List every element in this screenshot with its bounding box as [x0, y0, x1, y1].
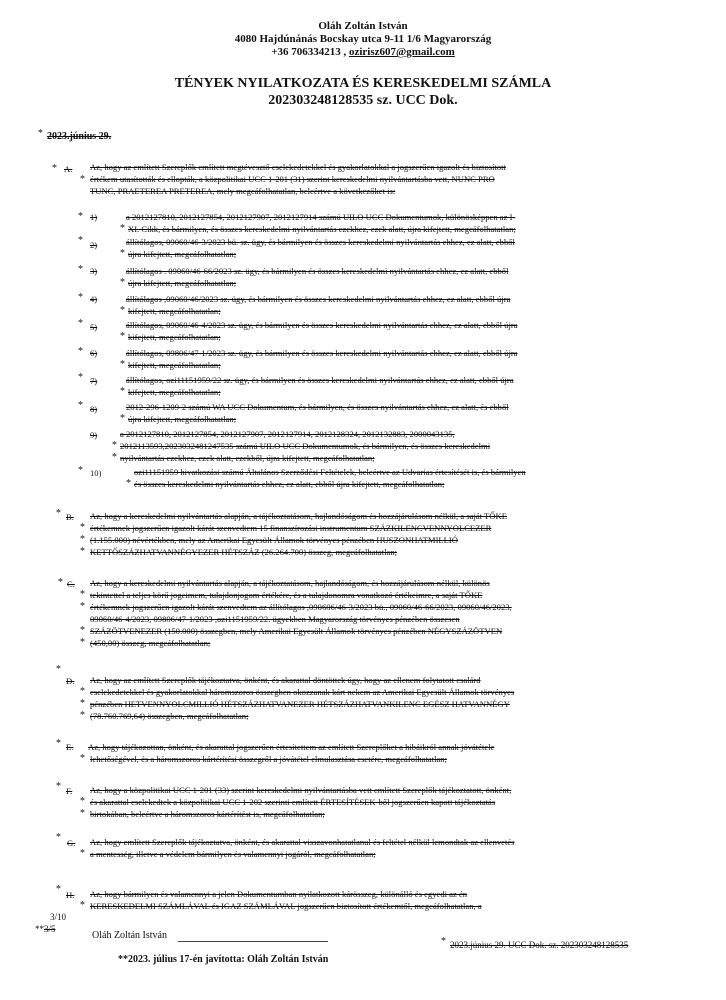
- annotation-star: *: [78, 465, 83, 476]
- item-line: újra kifejtett, megcáfolhatatlan;: [128, 278, 237, 288]
- annotation-star: *: [78, 264, 83, 275]
- section-h-line: KERESKEDELMI SZÁMLÁVAL és IGAZ SZÁMLÁVAL jogszerűen biztosított értékemtől, megcáfolhatatlan, a: [90, 901, 482, 911]
- annotation-star: *: [80, 534, 85, 545]
- page-number-old-value: 3/5: [44, 924, 56, 934]
- item-line: állítólagos, 09060/46-3/2023 bü. sz. ügy, és bármilyen és összes kereskedelmi nyilvántartás ehhez, ez alatt, ebből: [126, 237, 515, 247]
- annotation-star: *: [38, 128, 43, 139]
- annotation-star: *: [56, 781, 61, 792]
- item-label: 2): [90, 240, 98, 250]
- section-d-line: Az, hogy az említett Szereplők tájékoztatva, önként, és akarattal döntöttek úgy, hogy az ellenem folytatott csalárd: [90, 675, 481, 685]
- item-line: a 2012127810, 2012127854, 2012127907, 2012127914, 2012128324, 2012132883, 2000043135,: [120, 429, 455, 439]
- footer-document-reference: 2023.június 29. UCC Dok. sz. 202303248128535: [450, 940, 629, 950]
- item-line: XI. Cikk, és bármilyen, és összes kereskedelmi nyilvántartás ezekhez, ezek alatt, újra kifejtett, megcáfolhatatlan;: [128, 224, 516, 234]
- section-a-line: értékem utasították és ellopták, a közpolitikai UCC 1-201 (31) szerint kereskedelmi nyilvántartásba vett, NUNC PRO: [90, 174, 495, 184]
- annotation-star: *: [58, 577, 63, 588]
- item-label: 1): [90, 212, 98, 222]
- annotation-star: *: [78, 318, 83, 329]
- page-number: 3/10: [50, 912, 67, 922]
- annotation-star: *: [80, 174, 85, 185]
- author-name: Oláh Zoltán István: [318, 20, 408, 32]
- item-label: 6): [90, 348, 98, 358]
- item-line: állítólagos ,09060/46/2023 sz. ügy, és bármilyen és összes kereskedelmi nyilvántartás ehhez, ez alatt, ebből újra: [126, 294, 511, 304]
- item-line: állítólagos, ozi11151959/22 sz. ügy, és bármilyen és összes kereskedelmi nyilvántartás ehhez, ez alatt, ebből újra: [126, 375, 514, 385]
- document-date: 2023.június 29.: [47, 131, 112, 142]
- section-c-line: (450,00) összeg, megcáfolhatatlan;: [90, 638, 211, 648]
- section-h-line: Az, hogy bármilyen és valamennyi a jelen Dokumentumban nyilatkozott kárösszeg, különálló és egyedi az én: [90, 889, 468, 899]
- section-b-label: B.: [66, 512, 74, 522]
- annotation-star: *: [80, 625, 85, 636]
- annotation-star: *: [120, 331, 125, 342]
- annotation-star: *: [120, 248, 125, 259]
- section-h-label: H.: [66, 890, 75, 900]
- annotation-star: *: [80, 686, 85, 697]
- annotation-star: *: [56, 738, 61, 749]
- section-d-line: (78.760.769,64) összegben, megcáfolhatatlan;: [90, 711, 249, 721]
- item-line: a 2012127810, 2012127854, 2012127907, 2012127914 számú UILO UCC Dokumentumok, különösképpen az I-: [126, 212, 516, 222]
- author-phone: +36 706334213 ,: [271, 46, 347, 58]
- section-c-line: értékemnek jogszerűen igazolt kárát szenvedtem az állítólagos ,090606/46-3/2023 bü., 09060/46-66/2023, 09060/46/2023,: [90, 602, 512, 612]
- page-number-old: [35, 924, 56, 934]
- page-number-old-prefix: **: [35, 924, 44, 934]
- annotation-star: *: [56, 508, 61, 519]
- section-e-line: Az, hogy tájékozottan, önként, és akarattal jogszerűen értesítettem az említett Szereplőket a hibáikról annak jóvátétele: [88, 742, 495, 752]
- section-c-line: Az, hogy a kereskedelmi nyilvántartás alapján, a tájékoztatásom, hajlandóságom, és hozzájárulásom nélkül, különös: [90, 578, 490, 588]
- annotation-star: *: [441, 936, 446, 947]
- item-line: 2012113593,2023032481247535 számú UILO UCC Dokumentumok, és bármilyen, és összes kereskedelmi: [120, 441, 491, 451]
- annotation-star: *: [80, 601, 85, 612]
- item-label: 7): [90, 376, 98, 386]
- item-line: kifejtett, megcáfolhatatlan;: [128, 387, 221, 397]
- section-f-label: F.: [66, 786, 73, 796]
- section-c-label: C.: [67, 579, 75, 589]
- item-line: 2012-296-1209-2 számú WA UCC Dokumentum, és bármilyen, és összes nyilvántartás ehhez, ez alatt, és ebből: [126, 402, 509, 412]
- annotation-star: *: [78, 346, 83, 357]
- item-line: kifejtett, megcáfolhatatlan;: [128, 306, 221, 316]
- item-line: kifejtett, megcáfolhatatlan;: [128, 332, 221, 342]
- section-g-line: Az, hogy említett Szereplők tájékoztatva, önként, és akarattal visszavonhatatlanul és feltétel nélkül lemondtak az ellenvetés: [90, 837, 515, 847]
- annotation-star: *: [120, 359, 125, 370]
- annotation-star: *: [80, 546, 85, 557]
- item-line: és összes kereskedelmi nyilvántartás ehhez, ez alatt, ebből újra kifejtett, megcáfolhatatlan;: [134, 479, 445, 489]
- section-a-line: TUNC, PRAETEREA PRETEREA, mely megcáfolhatatlan, beleértve a következőket is:: [90, 186, 396, 196]
- section-b-line: (1.155.000) névértékben, mely az Amerikai Egyesült Államok törvényes pénzében HUSZONHATMILLIÓ: [90, 535, 458, 545]
- author-email: ozirisz607@gmail.com: [348, 46, 455, 58]
- section-f-line: és akarattal cselekedtek a közpolitikai UCC 1-202 szerinti említett ÉRTESÍTÉSEK-ből jogszerűen kapott tájékoztatás: [90, 797, 496, 807]
- annotation-star: *: [56, 832, 61, 843]
- item-label: 4): [90, 294, 98, 304]
- annotation-star: *: [78, 211, 83, 222]
- author-address: 4080 Hajdúnánás Bocskay utca 9-11 1/6 Magyarország: [234, 33, 492, 45]
- section-d-line: pénzében HETVENNYOLCMILLIÓ HÉTSZÁZHATVANEZER HÉTSZÁZHATVANKILENC EGÉSZ HATVANNÉGY: [90, 699, 510, 709]
- annotation-star: *: [52, 163, 57, 174]
- section-d-label: D.: [66, 676, 75, 686]
- item-label: 9): [90, 430, 98, 440]
- annotation-star: *: [80, 848, 85, 859]
- item-line: kifejtett, megcáfolhatatlan;: [128, 360, 221, 370]
- item-label: 10): [90, 468, 102, 478]
- section-a-label: A.: [64, 164, 73, 174]
- annotation-star: *: [120, 386, 125, 397]
- item-label: 8): [90, 404, 98, 414]
- section-c-line: SZÁZÖTVENEZER (150.000) összegben, mely Amerikai Egyesült Államok törvényes pénzében NÉGYSZÁZÖTVEN: [90, 626, 503, 636]
- section-e-label: E.: [66, 742, 74, 752]
- annotation-star: *: [120, 305, 125, 316]
- section-f-line: Az, hogy a közpolitikai UCC 1-201 (33) szerint kereskedelmi nyilvántartásba vett említett Szereplők tájékoztatott, önként,: [90, 785, 512, 795]
- annotation-star: *: [80, 753, 85, 764]
- item-line: ozi11151959 hivatkozási számú Általános Szerződési Feltételek, beleértve az Udvarias értesítését is, és bármilyen: [134, 467, 526, 477]
- section-d-line: cselekedetekkel és gyakorlatokkal háromszoros összegben okozzanak kárt nekem az Amerikai Egyesült Államok törvényes: [90, 687, 515, 697]
- annotation-star: *: [80, 808, 85, 819]
- annotation-star: *: [80, 589, 85, 600]
- section-g-line: a mentesség, illetve a védelem bármilyen és valamennyi jogáról, megcáfolhatatlan;: [90, 849, 376, 859]
- annotation-star: *: [120, 223, 125, 234]
- annotation-star: *: [56, 664, 61, 675]
- item-line: állítólagos . 09060/46-66/2023 sz. ügy, és bármilyen és összes kereskedelmi nyilvántartás ehhez, ez alatt, ebből: [126, 266, 509, 276]
- annotation-star: *: [112, 452, 117, 463]
- document-subtitle: 202303248128535 sz. UCC Dok.: [268, 93, 458, 108]
- annotation-star: *: [78, 235, 83, 246]
- annotation-star: *: [80, 637, 85, 648]
- item-line: újra kifejtett, megcáfolhatatlan;: [128, 414, 237, 424]
- item-line: újra kifejtett, megcáfolhatatlan;: [128, 249, 237, 259]
- section-e-line: lehetőségével, és a háromszoros kártérítési összegről a jóvátétel elmulasztása esetére, megcáfolhatatlan;: [90, 754, 447, 764]
- annotation-star: *: [80, 698, 85, 709]
- item-line: állítólagos, 09060/46-4/2023 sz. ügy, és bármilyen és összes kereskedelmi nyilvántartás ehhez, ez alatt, ebből újra: [126, 320, 518, 330]
- annotation-star: *: [80, 900, 85, 911]
- section-b-line: KETTŐSZÁZHATVANNÉGYEZER HÉTSZÁZ (26.264.700) összeg, megcáfolhatatlan;: [90, 547, 398, 557]
- annotation-star: *: [56, 884, 61, 895]
- annotation-star: *: [112, 440, 117, 451]
- annotation-star: *: [80, 796, 85, 807]
- annotation-star: *: [80, 710, 85, 721]
- section-g-label: G.: [67, 838, 76, 848]
- annotation-star: *: [120, 413, 125, 424]
- document-title: TÉNYEK NYILATKOZATA ÉS KERESKEDELMI SZÁMLA: [174, 76, 552, 91]
- annotation-star: *: [120, 277, 125, 288]
- section-b-line: Az, hogy a kereskedelmi nyilvántartás alapján, a tájékoztatásom, hajlandóságom és hozzájárulásom nélkül, a saját TŐKE: [90, 511, 507, 521]
- item-line: nyilvántartás ezekhez, ezek alatt, ezekből, újra kifejtett, megcáfolhatatlan;: [120, 453, 375, 463]
- signature-line: [178, 941, 328, 942]
- annotation-star: *: [126, 478, 131, 489]
- section-b-line: értékemnek jogszerűen igazolt kárát szenvedtem 15 finanszírozási instrumentum SZÁZKILENCVENNYOLCEZER: [90, 523, 492, 533]
- annotation-star: *: [78, 400, 83, 411]
- annotation-star: *: [80, 522, 85, 533]
- item-label: 3): [90, 266, 98, 276]
- section-f-line: birtokában, beleértve a háromszoros kártérítést is, megcáfolhatatlan;: [90, 809, 325, 819]
- section-c-line: tekintettel a teljes körű jogeimem, tulajdonjogom értékére, és a tulajdonomra vonatkozó értékeimre, a saját TŐKE: [90, 590, 483, 600]
- annotation-star: *: [78, 292, 83, 303]
- annotation-star: *: [78, 372, 83, 383]
- item-line: állítólagos, 09806/47-1/2023 sz. ügy, és bármilyen és összes kereskedelmi nyilvántartás ehhez, ez alatt, ebből újra: [126, 348, 518, 358]
- signer-name: Oláh Zoltán István: [92, 930, 167, 941]
- author-contact: [0, 46, 726, 58]
- correction-note: **2023. július 17-én javította: Oláh Zoltán István: [118, 954, 329, 965]
- section-c-line: 09060/46-4/2023, 09806/47-1/2023 ,ozi1151959/22. ügyekben Magyarország törvényes pénzében összesen: [90, 614, 460, 624]
- section-a-line: Az, hogy az említett Szereplők említett megtévesztő cselekedetekkel és gyakorlatokkal a jogszerűen igazolt és biztosított: [90, 162, 506, 172]
- item-label: 5): [90, 322, 98, 332]
